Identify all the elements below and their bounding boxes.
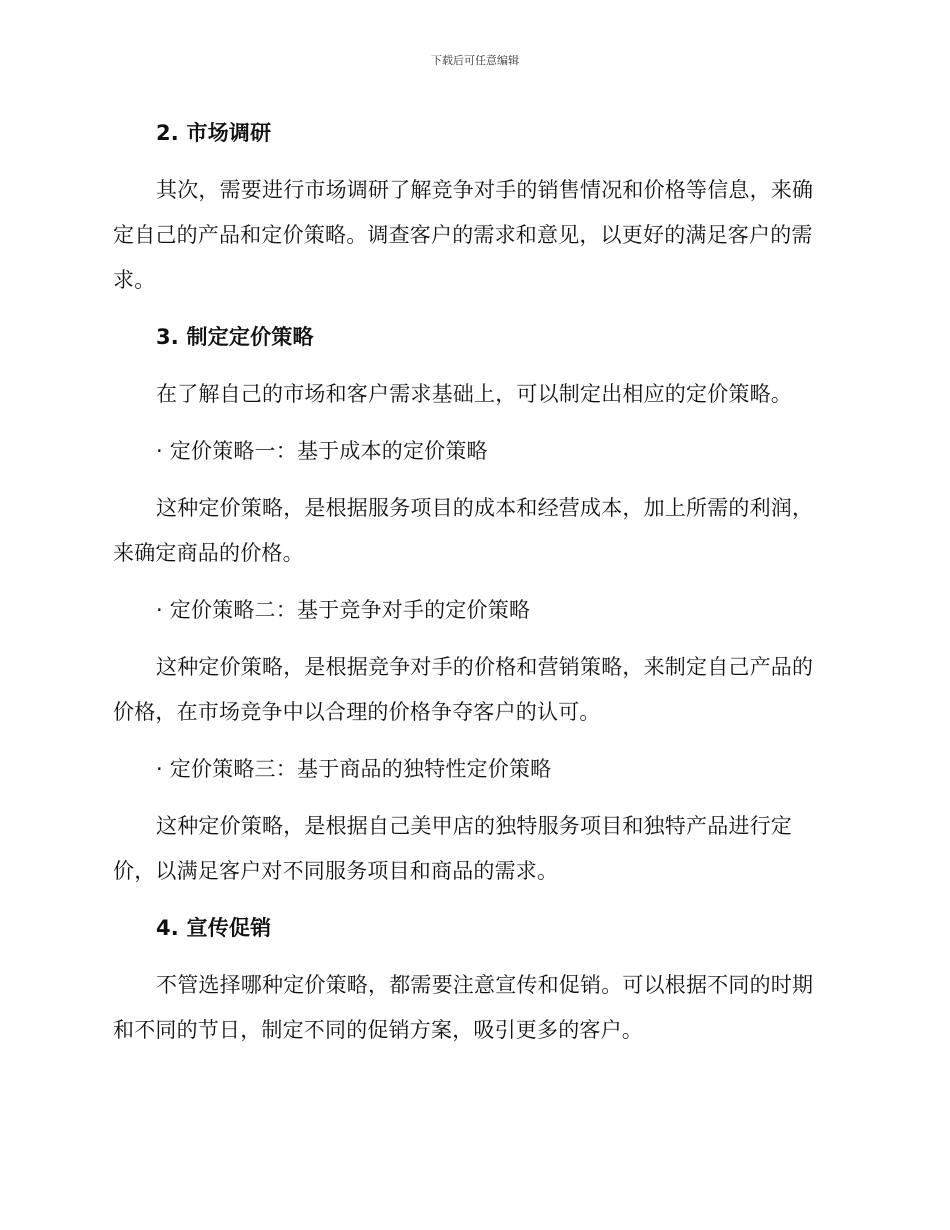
strategy-description: 这种定价策略，是根据竞争对手的价格和营销策略，来制定自己产品的价格，在市场竞争中以合理的价格争夺客户的认可。 — [113, 655, 814, 724]
section-paragraph: 在了解自己的市场和客户需求基础上，可以制定出相应的定价策略。 — [156, 382, 792, 406]
section-heading: 3. 制定定价策略 — [156, 325, 314, 349]
strategy-item — [113, 588, 833, 735]
strategy-item — [113, 747, 833, 894]
strategy-title: · 定价策略一：基于成本的定价策略 — [156, 439, 488, 463]
strategy-title: · 定价策略二：基于竞争对手的定价策略 — [156, 598, 531, 622]
section-heading: 2. 市场调研 — [156, 121, 272, 145]
section-heading: 4. 宣传促销 — [156, 916, 272, 940]
section-paragraph: 其次，需要进行市场调研了解竞争对手的销售情况和价格等信息，来确定自己的产品和定价策略。调查客户的需求和意见，以更好的满足客户的需求。 — [113, 178, 814, 292]
strategy-description: 这种定价策略，是根据自己美甲店的独特服务项目和独特产品进行定价，以满足客户对不同服务项目和商品的需求。 — [113, 814, 792, 883]
section-paragraph: 不管选择哪种定价策略，都需要注意宣传和促销。可以根据不同的时期和不同的节日，制定不同的促销方案，吸引更多的客户。 — [113, 973, 814, 1042]
strategy-item — [113, 429, 833, 576]
page-header-note: 下载后可任意编辑 — [431, 54, 519, 67]
section-promotion — [113, 906, 833, 1053]
document-body — [113, 111, 833, 1065]
strategy-title: · 定价策略三：基于商品的独特性定价策略 — [156, 757, 552, 781]
section-pricing-strategy — [113, 315, 833, 894]
strategy-description: 这种定价策略，是根据服务项目的成本和经营成本，加上所需的利润，来确定商品的价格。 — [113, 496, 814, 565]
section-market-research — [113, 111, 833, 303]
